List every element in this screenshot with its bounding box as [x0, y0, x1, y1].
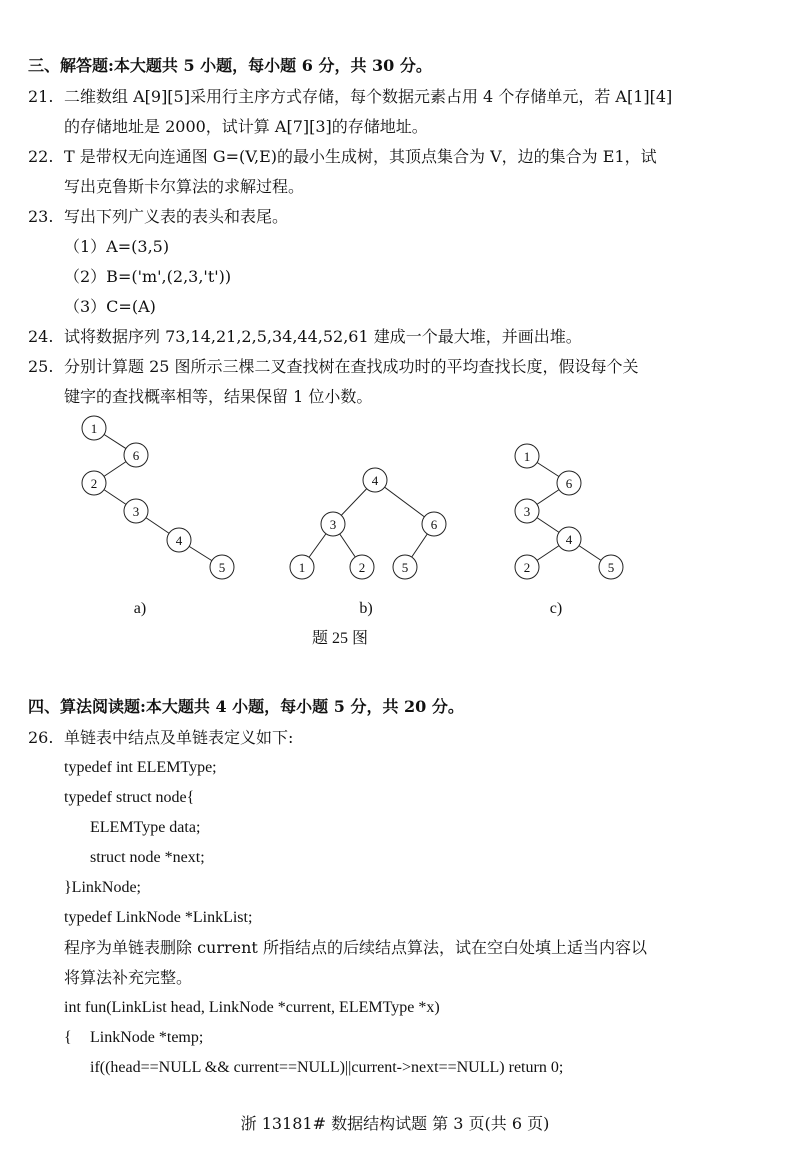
question-number: 24. [28, 327, 54, 346]
tree-c-node-label: 2 [523, 560, 531, 575]
tree-b-node-label: 6 [430, 517, 438, 532]
question-25-text: 分别计算题 25 图所示三棵二叉查找树在查找成功时的平均查找长度，假设每个关 [64, 357, 639, 376]
tree-a-node-label: 3 [132, 504, 140, 519]
question-25-line1 [28, 357, 639, 377]
question-26-text: 单链表中结点及单链表定义如下: [64, 728, 294, 747]
question-23-item-3: （3）C=(A) [64, 297, 156, 316]
tree-a-node-label: 4 [175, 533, 183, 548]
question-21-line1 [28, 87, 672, 107]
code-line: struct node *next; [90, 849, 205, 866]
question-21-text: 二维数组 A[9][5]采用行主序方式存储，每个数据元素占用 4 个存储单元，若 A[1][4] [64, 87, 673, 106]
tree-b-node-label: 5 [401, 560, 409, 575]
code-line: { [64, 1029, 72, 1046]
section-four-title: 四、算法阅读题:本大题共 4 小题，每小题 5 分，共 20 分。 [28, 697, 464, 716]
tree-b-node-label: 2 [358, 560, 366, 575]
tree-c-node-label: 4 [565, 532, 573, 547]
question-22-line1 [28, 147, 657, 167]
code-line: if((head==NULL && current==NULL)||current->next==NULL) return 0; [90, 1059, 564, 1076]
question-22-line2: 写出克鲁斯卡尔算法的求解过程。 [64, 177, 305, 196]
question-24-text: 试将数据序列 73,14,21,2,5,34,44,52,61 建成一个最大堆，并画出堆。 [64, 327, 582, 346]
question-number: 25. [28, 357, 54, 376]
question-26-line1 [28, 728, 293, 748]
code-line: }LinkNode; [64, 879, 141, 896]
question-number: 26. [28, 728, 54, 747]
tree-b-node-label: 4 [371, 473, 379, 488]
figure-caption: 题 25 图 [311, 630, 369, 647]
section-three-title: 三、解答题:本大题共 5 小题，每小题 6 分，共 30 分。 [28, 56, 432, 75]
code-line: ELEMType data; [90, 819, 201, 836]
tree-c-node-label: 3 [523, 504, 531, 519]
question-25-line2: 键字的查找概率相等，结果保留 1 位小数。 [64, 387, 373, 406]
question-22-text: T 是带权无向连通图 G=(V,E)的最小生成树，其顶点集合为 V，边的集合为 E1，试 [64, 147, 657, 166]
tree-a-node-label: 1 [90, 421, 98, 436]
question-26-desc-line2: 将算法补充完整。 [64, 968, 193, 987]
tree-b-node-label: 3 [329, 517, 337, 532]
question-23-text: 写出下列广义表的表头和表尾。 [64, 207, 289, 226]
question-number: 21. [28, 87, 54, 106]
tree-c-node-label: 6 [565, 476, 573, 491]
code-line: typedef LinkNode *LinkList; [64, 909, 253, 926]
code-line: typedef int ELEMType; [64, 759, 217, 776]
question-24-line1 [28, 327, 582, 347]
question-23-item-2: （2）B=('m',(2,3,'t')) [64, 267, 232, 286]
code-line: typedef struct node{ [64, 789, 195, 806]
code-line: int fun(LinkList head, LinkNode *current, ELEMType *x) [64, 999, 440, 1016]
figure-25-trees [60, 410, 680, 650]
tree-a-node-label: 2 [90, 476, 98, 491]
tree-a-caption: a) [133, 600, 147, 617]
question-23-item-1: （1）A=(3,5) [64, 237, 170, 256]
tree-c-node-label: 1 [523, 449, 531, 464]
question-21-line2: 的存储地址是 2000，试计算 A[7][3]的存储地址。 [64, 117, 428, 136]
question-number: 23. [28, 207, 54, 226]
tree-b-caption: b) [359, 600, 373, 617]
page-footer: 浙 13181# 数据结构试题 第 3 页(共 6 页) [240, 1114, 550, 1133]
code-line: LinkNode *temp; [90, 1029, 204, 1046]
tree-c-caption: c) [549, 600, 563, 617]
tree-a-node-label: 5 [218, 560, 226, 575]
tree-b-node-label: 1 [298, 560, 306, 575]
tree-a-node-label: 6 [132, 448, 140, 463]
question-23-line1 [28, 207, 288, 227]
tree-c-node-label: 5 [607, 560, 615, 575]
question-26-desc-line1: 程序为单链表删除 current 所指结点的后续结点算法，试在空白处填上适当内容以 [64, 938, 647, 957]
question-number: 22. [28, 147, 54, 166]
